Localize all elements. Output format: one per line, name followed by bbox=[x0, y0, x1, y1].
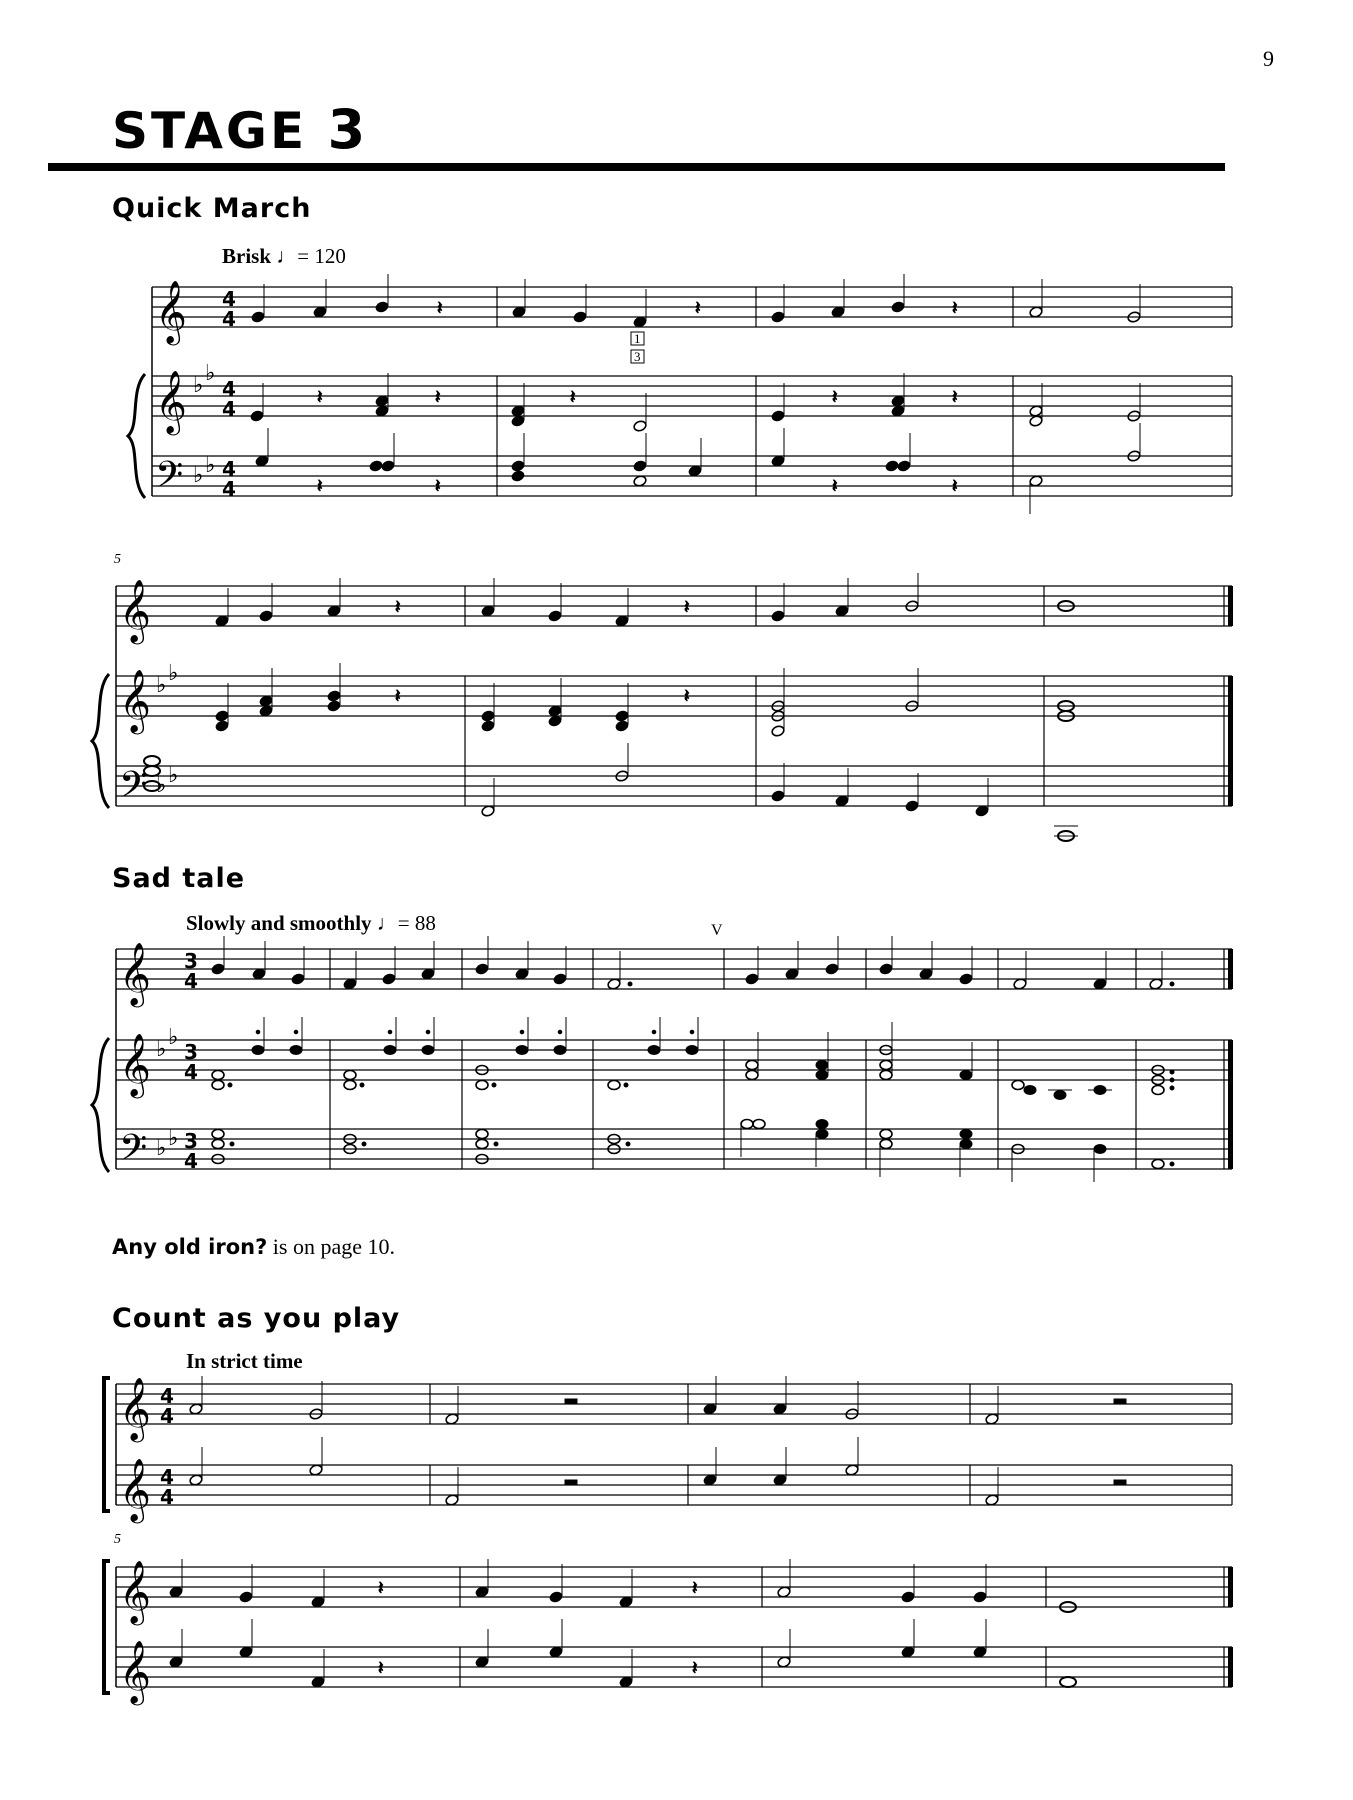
treble-clef-icon: 𝄞 bbox=[119, 1458, 151, 1521]
time-signature: 4 bbox=[222, 377, 236, 401]
treble-clef-icon: 𝄞 bbox=[119, 579, 151, 642]
bass-clef-icon: 𝄢 bbox=[155, 454, 184, 505]
up-bow-mark: V bbox=[711, 922, 723, 939]
flat-icon: ♭ bbox=[168, 1126, 179, 1151]
rest-icon: 𝄽 bbox=[952, 476, 958, 497]
rest-icon: 𝄽 bbox=[435, 387, 441, 408]
count-notes bbox=[169, 1376, 1126, 1688]
rest-icon: 𝄽 bbox=[832, 476, 838, 497]
flat-icon: ♭ bbox=[193, 463, 204, 488]
rest-icon: 𝄽 bbox=[952, 387, 958, 408]
count-system-2 bbox=[116, 1567, 1232, 1687]
tempo-text: Slowly and smoothly bbox=[186, 911, 372, 935]
treble-clef-icon: 𝄞 bbox=[119, 1377, 151, 1440]
flat-icon: ♭ bbox=[193, 373, 204, 398]
measure-number: 5 bbox=[114, 1532, 121, 1547]
treble-clef-icon: 𝄞 bbox=[119, 1640, 151, 1703]
rest-icon: 𝄽 bbox=[684, 597, 690, 618]
metronome-icon: ♩ bbox=[376, 911, 398, 935]
time-signature: 4 bbox=[160, 1485, 174, 1509]
final-barline bbox=[1228, 1567, 1233, 1607]
time-signature: 4 bbox=[222, 457, 236, 481]
flat-icon: ♭ bbox=[156, 673, 167, 698]
tempo-text: Brisk bbox=[222, 244, 272, 268]
measure-number: 5 bbox=[114, 552, 121, 567]
time-signature: 3 bbox=[184, 1129, 198, 1153]
rest-icon: 𝄽 bbox=[692, 1578, 698, 1599]
time-signature: 4 bbox=[222, 287, 236, 311]
cross-reference-title: Any old iron? bbox=[112, 1235, 268, 1259]
treble-clef-icon: 𝄞 bbox=[119, 669, 151, 732]
rest-icon: 𝄽 bbox=[695, 298, 701, 319]
system-bracket bbox=[104, 1561, 110, 1693]
flat-icon: ♭ bbox=[156, 1136, 167, 1161]
metronome-value: = 88 bbox=[397, 911, 436, 935]
staff-lines bbox=[116, 1647, 1232, 1687]
rest-icon: 𝄽 bbox=[570, 387, 576, 408]
time-signature: 3 bbox=[184, 1040, 198, 1064]
time-signature: 4 bbox=[160, 1465, 174, 1489]
rest-icon: 𝄽 bbox=[317, 387, 323, 408]
flat-icon: ♭ bbox=[168, 763, 179, 788]
rest-icon: 𝄽 bbox=[437, 298, 443, 319]
flat-icon: ♭ bbox=[168, 1025, 179, 1050]
page-number: 9 bbox=[1263, 46, 1274, 71]
time-signature: 4 bbox=[160, 1384, 174, 1408]
time-signature: 4 bbox=[184, 969, 198, 993]
flat-icon: ♭ bbox=[168, 661, 179, 686]
bass-clef-icon: 𝄢 bbox=[119, 1127, 148, 1178]
treble-clef-icon: 𝄞 bbox=[119, 1033, 151, 1096]
treble-clef-icon: 𝄞 bbox=[155, 280, 187, 343]
treble-clef-icon: 𝄞 bbox=[155, 370, 187, 433]
metronome-value: = 120 bbox=[297, 244, 346, 268]
rest-icon: 𝄽 bbox=[395, 597, 401, 618]
time-signature: 4 bbox=[184, 1149, 198, 1173]
stage-label: STAGE bbox=[112, 102, 308, 160]
rest-icon: 𝄽 bbox=[435, 476, 441, 497]
rest-icon: 𝄽 bbox=[378, 1578, 384, 1599]
staff-lines bbox=[116, 1465, 1232, 1505]
time-signature: 3 bbox=[184, 949, 198, 973]
staff-lines bbox=[116, 1384, 1232, 1424]
treble-clef-icon: 𝄞 bbox=[119, 1560, 151, 1623]
rest-icon: 𝄽 bbox=[684, 686, 690, 707]
time-signature: 4 bbox=[160, 1404, 174, 1428]
time-signature: 4 bbox=[222, 307, 236, 331]
cross-reference-rest: is on page 10. bbox=[267, 1234, 395, 1259]
rest-icon: 𝄽 bbox=[395, 686, 401, 707]
flat-icon: ♭ bbox=[156, 1037, 167, 1062]
flat-icon: ♭ bbox=[156, 773, 167, 798]
count-system-1 bbox=[116, 1384, 1232, 1505]
rest-icon: 𝄽 bbox=[378, 1658, 384, 1679]
staff-lines bbox=[116, 1567, 1232, 1607]
time-signature: 4 bbox=[222, 477, 236, 501]
final-barline bbox=[1228, 1647, 1233, 1687]
bass-clef-icon: 𝄢 bbox=[119, 764, 148, 815]
fingering-number: 3 bbox=[634, 349, 641, 364]
flat-icon: ♭ bbox=[205, 361, 216, 386]
piece-title-sad-tale: Sad tale bbox=[112, 863, 246, 894]
metronome-icon: ♩ bbox=[276, 244, 298, 268]
time-signature: 4 bbox=[222, 397, 236, 421]
flat-icon: ♭ bbox=[205, 453, 216, 478]
rest-icon: 𝄽 bbox=[692, 1658, 698, 1679]
fingering-number: 1 bbox=[634, 331, 641, 346]
rest-icon: 𝄽 bbox=[832, 387, 838, 408]
rest-icon: 𝄽 bbox=[317, 476, 323, 497]
treble-clef-icon: 𝄞 bbox=[119, 942, 151, 1005]
system-bracket bbox=[104, 1378, 110, 1511]
stage-number: 3 bbox=[327, 98, 369, 161]
time-signature: 4 bbox=[184, 1060, 198, 1084]
piece-title-count-as-you-play: Count as you play bbox=[112, 1303, 401, 1334]
tempo-text: In strict time bbox=[186, 1349, 303, 1373]
rest-icon: 𝄽 bbox=[952, 298, 958, 319]
piece-title-quick-march: Quick March bbox=[112, 193, 312, 224]
